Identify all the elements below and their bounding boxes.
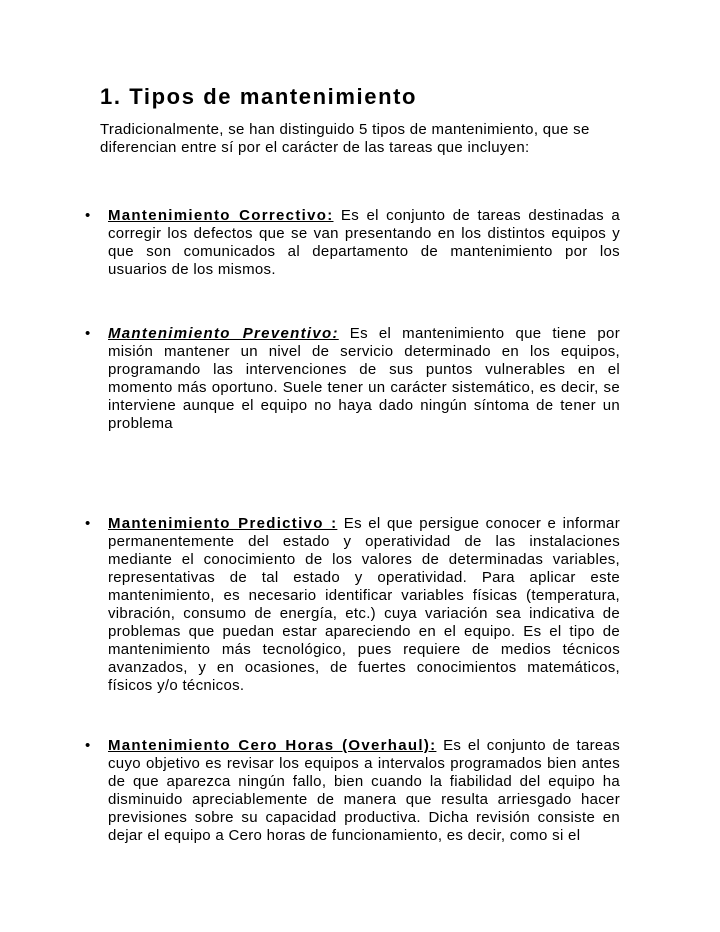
list-item-text [108,207,620,279]
term-description: Es el que persigue conocer e informar permanentemente del estado y operatividad de las instalaciones mediante el conocimiento de los valores de determinadas variables, representativas de tal estado y operatividad. Para aplicar este mantenimiento, es necesario identificar variables físicas (temperatura, vibración, consumo de energía, etc.) cuya variación sea indicativa de problemas que puedan estar apareciendo en el equipo. Es el tipo de mantenimiento más tecnológico, pues requiere de medios técnicos avanzados, y en ocasiones, de fuertes conocimientos matemáticos, físicos y/o técnicos. [108,515,620,694]
term-description: Es el conjunto de tareas cuyo objetivo es revisar los equipos a intervalos programados bien antes de que aparezca ningún fallo, bien cuando la fiabilidad del equipo ha disminuido apreciablemente de manera que resulta arriesgado hacer previsiones sobre su capacidad productiva. Dicha revisión consiste en dejar el equipo a Cero horas de funcionamiento, es decir, como si el [108,737,620,844]
intro-paragraph: Tradicionalmente, se han distinguido 5 tipos de mantenimiento, que se diferencian entre sí por el carácter de las tareas que incluyen: [100,121,590,156]
term-heading: Mantenimiento Correctivo: [108,207,334,224]
list-item-text [108,325,620,433]
bullet-icon: • [85,737,91,754]
term-heading: Mantenimiento Cero Horas (Overhaul): [108,737,437,754]
bullet-icon: • [85,515,91,532]
bullet-icon: • [85,325,91,342]
bullet-icon: • [85,207,91,224]
list-item-text [108,515,620,695]
list-item-text [108,737,620,845]
section-title: 1. Tipos de mantenimiento [100,84,418,109]
term-description: Es el mantenimiento que tiene por misión mantener un nivel de servicio determinado en los equipos, programando las intervenciones de sus puntos vulnerables en el momento más oportuno. Suele tener un carácter sistemático, es decir, se interviene aunque el equipo no haya dado ningún síntoma de tener un problema [108,325,620,432]
term-heading: Mantenimiento Preventivo: [108,325,339,342]
term-description: Es el conjunto de tareas destinadas a corregir los defectos que se van presentando en los distintos equipos y que son comunicados al departamento de mantenimiento por los usuarios de los mismos. [108,207,621,278]
term-heading: Mantenimiento Predictivo : [108,515,338,532]
